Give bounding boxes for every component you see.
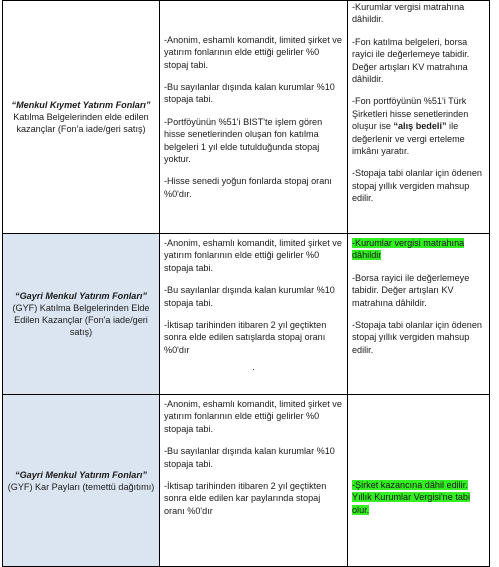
corporate-tax-text-rich: -Fon portföyünün %51'i Türk Şirketleri hisse senetlerinden oluşur ise “alış bedeli” ile değerlenir ve vergi erteleme imkânı yaratır. <box>352 96 469 157</box>
table-row <box>3 1 490 234</box>
fund-type-title: “Gayri Menkul Yatırım Fonları” <box>15 291 147 301</box>
stray-dot: . <box>252 362 255 373</box>
withholding-text: -Anonim, eshamlı komandit, limited şirket ve yatırım fonlarının elde ettiği gelirler %0 stopaja tabi. <box>164 238 342 273</box>
withholding-text: -Bu sayılanlar dışında kalan kurumlar %10 stopaja tabi. <box>164 285 335 308</box>
corporate-tax-cell <box>348 234 490 395</box>
table-row <box>3 234 490 395</box>
row-label-cell <box>3 234 160 395</box>
emphasis: “alış bedeli” <box>393 121 447 132</box>
withholding-text: -Anonim, eshamlı komandit, limited şirket ve yatırım fonlarının elde ettiği gelirler %0 stopaj tabi. <box>164 34 342 70</box>
withholding-text: -Bu sayılanlar dışında kalan kurumlar %10 stopaja tabi. <box>164 81 335 105</box>
corporate-tax-text: -Stopaja tabi olanlar için ödenen stopaj yıllık vergiden mahsup edilir. <box>352 168 482 204</box>
withholding-text: -Portföyünün %51'i BIST'te işlem gören hisse senetlerinden oluşan fon katılma belgeleri 1 yıl elde tutulduğunda stopaj yoktur. <box>164 116 323 165</box>
fund-type-desc: (GYF) Katılma Belgelerinden Elde Edilen Kazançlar (Fon'a iade/geri satış) <box>12 303 150 337</box>
row-label-cell <box>3 1 160 234</box>
withholding-cell <box>160 1 348 234</box>
corporate-tax-text: -Borsa rayici ile değerlemeye tabidir. Değer artışları KV matrahına dâhildir. <box>352 272 470 308</box>
withholding-cell <box>160 234 348 395</box>
highlighted-text: -Şirket kazancına dâhil edilir. Yıllık Kurumlar Vergisi'ne tabi olur. <box>352 479 470 515</box>
corporate-tax-text: -Stopaja tabi olanlar için ödenen stopaj yıllık vergiden mahsup edilir. <box>352 320 482 355</box>
table-row <box>3 395 490 567</box>
row-label <box>7 290 155 338</box>
highlighted-text: -Kurumlar vergisi matrahına dâhildir <box>352 238 465 261</box>
withholding-text: -Bu sayılanlar dışında kalan kurumlar %10 stopaja tabi. <box>164 446 335 469</box>
fund-type-desc: Katılma Belgelerinden elde edilen kazançlar (Fon'a iade/geri satış) <box>13 112 149 134</box>
fund-type-desc: (GYF) Kar Payları (temettü dağıtımı) <box>7 481 155 492</box>
withholding-cell <box>160 395 348 567</box>
fund-type-title: “Gayri Menkul Yatırım Fonları” <box>15 469 147 480</box>
corporate-tax-cell <box>348 395 490 567</box>
corporate-tax-cell <box>348 1 490 234</box>
corporate-tax-text: -Kurumlar vergisi matrahına dâhildir. <box>352 2 465 25</box>
withholding-text: -İktisap tarihinden itibaren 2 yıl geçtikten sonra elde edilen satışlarda stopaj oranı %0'dır <box>164 320 327 355</box>
row-label <box>7 469 155 493</box>
withholding-text: -Anonim, eshamlı komandit, limited şirket ve yatırım fonlarının elde ettiği gelirler %0 stopaja tabi. <box>164 399 342 434</box>
withholding-text: -Hisse senedi yoğun fonlarda stopaj oranı %0'dır. <box>164 176 332 199</box>
tax-table <box>2 0 490 567</box>
row-label <box>7 99 155 135</box>
fund-type-title: “Menkul Kıymet Yatırım Fonları” <box>11 100 151 110</box>
withholding-text: -İktisap tarihinden itibaren 2 yıl geçtikten sonra elde edilen kar paylarında stopaj oranı %0'dır <box>164 481 327 516</box>
corporate-tax-text: -Fon katılma belgeleri, borsa rayici ile değerlemeye tabidir. Değer artışları KV matrahına dâhildir. <box>352 36 470 85</box>
row-label-cell <box>3 395 160 567</box>
